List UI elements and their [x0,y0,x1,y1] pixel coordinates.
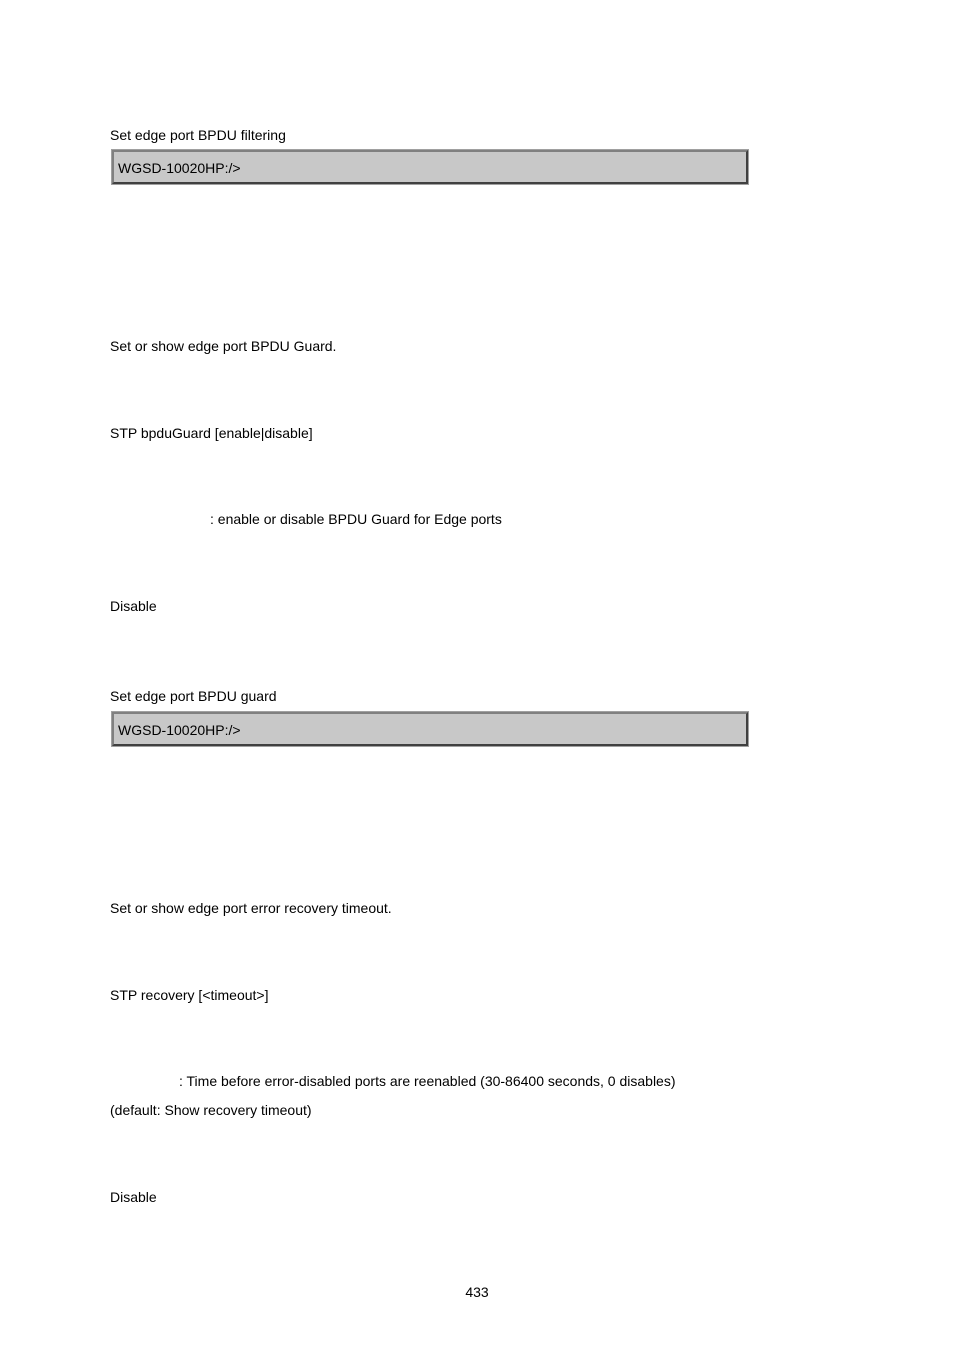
command-prompt-box [112,712,748,746]
parameter-description-continued: (default: Show recovery timeout) [110,1102,312,1118]
example-caption: Set edge port BPDU filtering [110,127,286,143]
default-value: Disable [110,1189,157,1205]
command-syntax: STP recovery [<timeout>] [110,987,269,1003]
command-description: Set or show edge port error recovery timeout. [110,900,392,916]
command-prompt: WGSD-10020HP:/> [118,722,241,738]
command-description: Set or show edge port BPDU Guard. [110,338,337,354]
command-syntax: STP bpduGuard [enable|disable] [110,425,313,441]
parameter-description: : enable or disable BPDU Guard for Edge ports [210,511,502,527]
default-value: Disable [110,598,157,614]
command-prompt-box [112,150,748,184]
command-prompt: WGSD-10020HP:/> [118,160,241,176]
parameter-description: : Time before error-disabled ports are reenabled (30-86400 seconds, 0 disables) [179,1073,676,1089]
page-number: 433 [465,1284,489,1300]
example-caption: Set edge port BPDU guard [110,688,277,704]
